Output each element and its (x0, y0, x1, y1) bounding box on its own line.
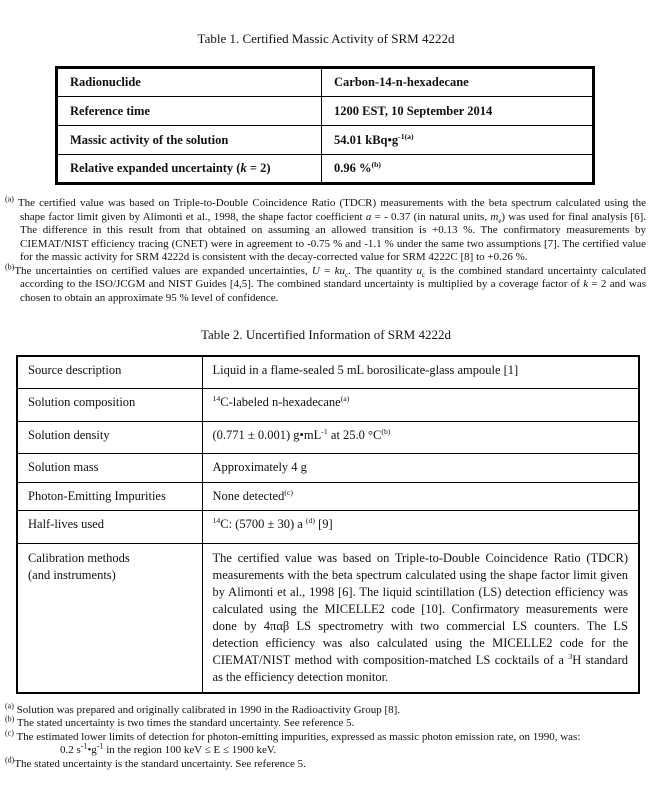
table2-uncertified-information (16, 355, 640, 694)
table2-row-mass (17, 453, 639, 482)
footnote-marker: (a) (5, 194, 14, 204)
value-superscript: (b) (381, 426, 391, 436)
footnote-text: •g (87, 744, 97, 757)
value-text: at 25.0 °C (327, 427, 382, 442)
table1-footnotes (0, 194, 652, 305)
footnote-text: The estimated lower limits of detection for photon-emitting impurities, expressed as massic photon emission rate, on 1990, was: (13, 730, 581, 743)
table2-title: Table 2. Uncertified Information of SRM 4222d (200, 327, 451, 342)
footnote-italic: m (490, 210, 499, 223)
table2-row-density (17, 421, 639, 453)
value-superscript: (b) (371, 159, 381, 169)
unit-superscript: -1 (80, 741, 88, 751)
value-superscript: (c) (284, 487, 293, 497)
row-label: Half-lives used (17, 510, 202, 543)
label-text: Relative expanded uncertainty ( (70, 161, 241, 175)
value-text: (0.771 ± 0.001) g•mL (212, 427, 322, 442)
footnote-text: Solution was prepared and originally calibrated in 1990 in the Radioactivity Group [8]. (13, 703, 401, 716)
footnote-text: = - 0.37 (in natural units, (371, 210, 491, 223)
row-label (57, 155, 322, 184)
footnote-italic: k (583, 278, 589, 290)
table2-row-calibration (17, 543, 639, 693)
footnote-d-table2 (5, 755, 646, 772)
value-text: 54.01 kBq•g (334, 132, 399, 147)
row-value (202, 510, 639, 543)
table2-row-source (17, 356, 639, 388)
isotope-superscript: 14 (212, 393, 221, 403)
row-value (202, 482, 639, 510)
footnote-text: The stated uncertainty is two times the standard uncertainty. See reference 5. (14, 717, 355, 730)
label-line: (and instruments) (28, 567, 116, 582)
row-label: Reference time (57, 97, 322, 126)
footnote-subscript: c (344, 271, 348, 279)
footnote-subscript: c (421, 271, 425, 279)
footnote-text: in the region 100 keV ≤ E ≤ 1900 keV. (103, 744, 277, 757)
footnote-marker: (b) (5, 261, 15, 271)
value-text: [9] (314, 516, 333, 531)
footnote-c-detail-line (60, 741, 652, 758)
footnote-italic: ku (334, 264, 345, 277)
footnote-text: 0.2 s (60, 744, 81, 757)
row-value (202, 388, 639, 421)
footnote-text: The certified value was based on Triple-to-Double Coincidence Ratio (TDCR) measurements with the beta spectrum calculated using the shape factor limit given by Alimonti et al., 1998, the shape factor coefficient (13, 197, 646, 223)
value-superscript: -1(a) (398, 131, 414, 141)
isotope-superscript: 3 (568, 651, 573, 661)
footnote-marker: (b) (5, 714, 15, 724)
footnote-text: The stated uncertainty is the standard uncertainty. See reference 5. (14, 757, 306, 770)
table2-row-impurities (17, 482, 639, 510)
footnote-text: . The quantity (348, 264, 417, 277)
row-value (202, 543, 639, 693)
row-value (202, 421, 639, 453)
footnote-text: The uncertainties on certified values are expanded uncertainties, (14, 264, 312, 277)
footnote-b-table2 (5, 714, 646, 731)
row-value: Liquid in a flame-sealed 5 mL borosilicate-glass ampoule [1] (202, 356, 639, 388)
table1-row-radionuclide (57, 68, 594, 97)
table1-row-massic-activity (57, 126, 594, 155)
unit-superscript: -1 (96, 741, 104, 751)
footnote-text: ) was used for final analysis [6]. The difference in this result from that obtained on assuming an allowed transition is +0.13 %. The confirmatory measurements by CIEMAT/NIST efficiency tracing (CNET) were in agreement to -0.75 % and -1.1 % under the same two assumptions [7]. The certified value for the massic activity for SRM 4222d is consistent with the decay-corrected value for SRM 4222C [8] to +0.26 %. (20, 210, 646, 263)
footnote-italic: u (416, 264, 422, 277)
footnote-a-table1 (5, 194, 646, 265)
value-text: C: (5700 ± 30) a (220, 516, 306, 531)
row-label: Solution mass (17, 453, 202, 482)
row-label: Massic activity of the solution (57, 126, 322, 155)
footnote-text: = (319, 264, 335, 277)
footnote-marker: (a) (5, 700, 14, 710)
row-label: Radionuclide (57, 68, 322, 97)
table2-footnotes (0, 700, 652, 772)
footnote-a-table2 (5, 700, 646, 718)
footnote-text: is the combined standard uncertainty calculated according to the ISO/JCGM and NIST Guides [4,5]. The combined standard uncertainty is multiplied by a coverage factor of (20, 264, 646, 290)
value-superscript: -1 (321, 426, 328, 436)
isotope-superscript: 14 (212, 515, 221, 525)
table1-title: Table 1. Certified Massic Activity of SRM 4222d (197, 31, 455, 46)
footnote-text: = 2 and was chosen to obtain an approximate 95 % level of confidence. (20, 278, 646, 304)
table2-row-halflives (17, 510, 639, 543)
label-line: Calibration methods (28, 550, 130, 565)
value-superscript: (d) (305, 515, 315, 525)
footnote-italic: a (365, 210, 372, 223)
value-text: 0.96 % (334, 161, 372, 175)
row-value: Approximately 4 g (202, 453, 639, 482)
row-label: Source description (17, 356, 202, 388)
footnote-subscript: e (498, 217, 502, 225)
value-text: C-labeled n-hexadecane (220, 394, 341, 409)
value-text: None detected (212, 488, 285, 503)
footnote-b-table1 (5, 261, 646, 306)
footnote-italic: U (311, 264, 320, 277)
row-label: Solution composition (17, 388, 202, 421)
value-superscript: (a) (340, 393, 350, 403)
row-value: 1200 EST, 10 September 2014 (322, 97, 594, 126)
label-italic-k: k (240, 161, 247, 175)
row-label: Photon-Emitting Impurities (17, 482, 202, 510)
row-label (17, 543, 202, 693)
row-value: Carbon-14-n-hexadecane (322, 68, 594, 97)
row-value (322, 155, 594, 184)
table1-certified-massic-activity (55, 66, 595, 185)
table1-row-reference-time (57, 97, 594, 126)
table1-row-uncertainty (57, 155, 594, 184)
value-text: The certified value was based on Triple-to-Double Coincidence Ratio (TDCR) measurements with the beta spectrum calculated using the shape factor limit given by Alimonti et al., 1998 [6]. The liquid scintillation (LS) detection efficiency was calculated using the MICELLE2 code [10]. Confirmatory measurements were done by 4παβ LS spectrometry with two commercial LS counters. The LS detection efficiency was also calculated using the MICELLE2 code for the CIEMAT/NIST method with composition-matched LS cocktails of a (212, 550, 628, 667)
row-label: Solution density (17, 421, 202, 453)
footnote-marker: (c) (5, 728, 14, 738)
footnote-marker: (d) (5, 755, 15, 765)
row-value (322, 126, 594, 155)
table2-row-composition (17, 388, 639, 421)
label-text: = 2) (246, 161, 271, 175)
value-text: H standard as the efficiency detection monitor. (212, 652, 629, 684)
